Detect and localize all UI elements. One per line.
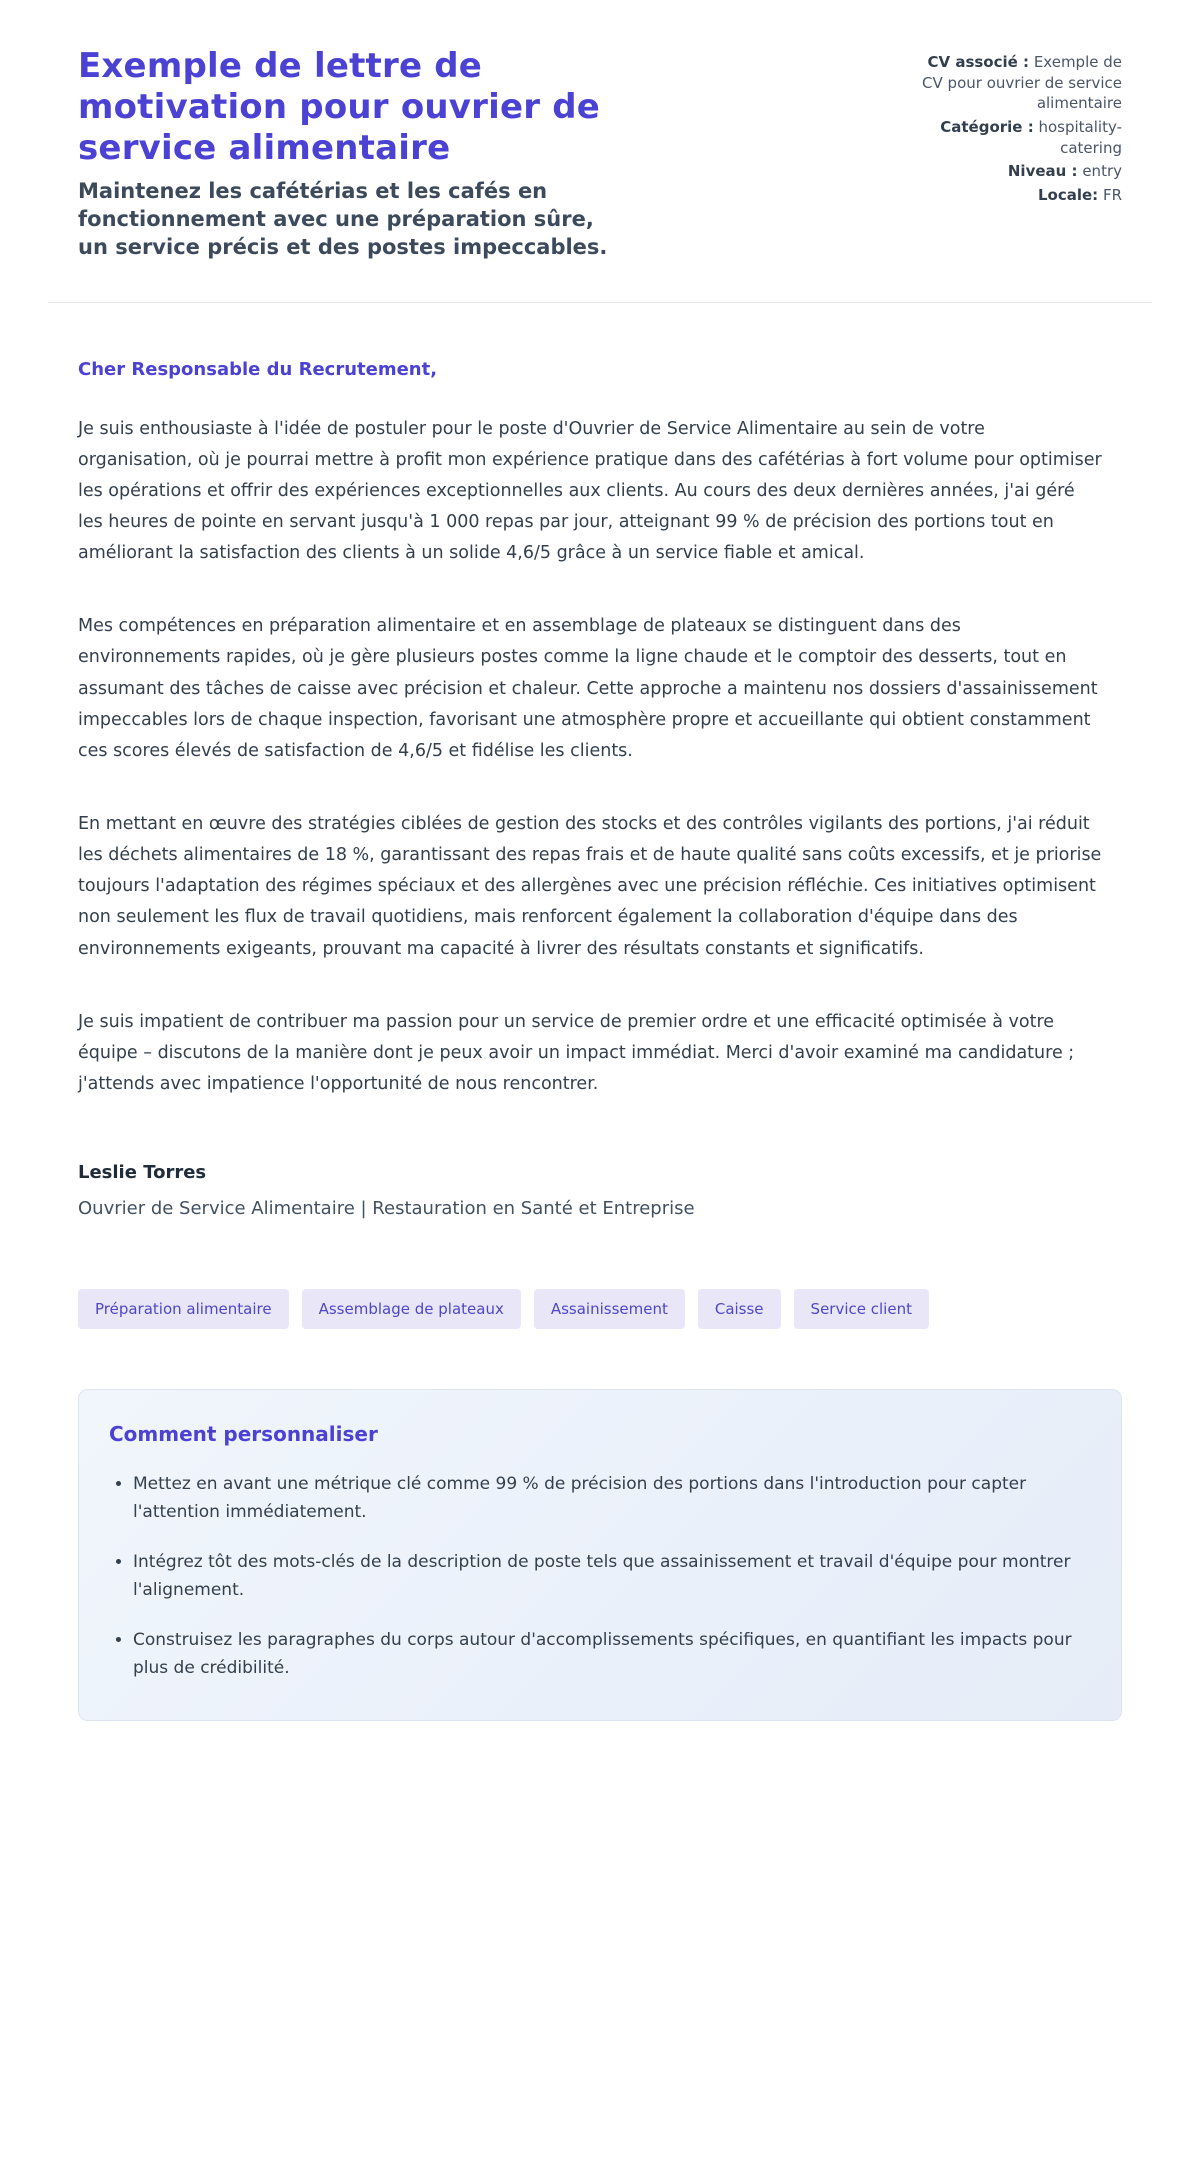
meta-value: hospitality-catering — [1038, 118, 1122, 157]
tip-item: • Intégrez tôt des mots-clés de la description de poste tels que assainissement et travail d'équipe pour montrer l'alignement. — [133, 1548, 1073, 1604]
page-header — [78, 46, 1122, 262]
skill-tag: Assemblage de plateaux — [302, 1289, 521, 1329]
letter-body — [78, 359, 1122, 1220]
letter-greeting: Cher Responsable du Recrutement, — [78, 358, 438, 380]
meta-panel — [907, 46, 1122, 209]
tip-item: • Construisez les paragraphes du corps autour d'accomplissements spécifiques, en quantifiant les impacts pour plus de crédibilité. — [133, 1626, 1073, 1682]
page-title: Exemple de lettre de motivation pour ouvrier de service alimentaire — [78, 46, 601, 168]
meta-related-cv — [907, 52, 1122, 114]
page-subtitle: Maintenez les cafétérias et les cafés en fonctionnement avec une préparation sûre, un service précis et des postes impeccables. — [78, 179, 608, 259]
meta-label: Niveau : — [1007, 162, 1078, 181]
letter-paragraph: Je suis impatient de contribuer ma passion pour un service de premier ordre et une efficacité optimisée à votre équipe – discutons de la manière dont je peux avoir un impact immédiat. Merci d'avoir examiné ma candidature ; j'attends avec impatience l'opportunité de nous rencontrer. — [78, 1011, 1075, 1094]
skill-tag: Caisse — [698, 1289, 781, 1329]
skill-tag: Service client — [794, 1289, 929, 1329]
customization-tips-box — [78, 1389, 1122, 1721]
signature-role: Ouvrier de Service Alimentaire | Restauration en Santé et Entreprise — [78, 1198, 695, 1220]
header-title-block — [78, 46, 643, 262]
header-divider — [48, 302, 1152, 303]
skill-tags — [78, 1289, 1122, 1329]
meta-label: Locale: — [1037, 186, 1099, 205]
meta-label: Catégorie : — [940, 118, 1034, 137]
tips-list — [109, 1470, 1091, 1682]
tips-heading: Comment personnaliser — [109, 1422, 378, 1447]
meta-value: Exemple de CV pour ouvrier de service alimentaire — [922, 53, 1122, 113]
meta-locale — [907, 185, 1122, 206]
meta-value: FR — [1102, 186, 1122, 205]
tip-item: • Mettez en avant une métrique clé comme 99 % de précision des portions dans l'introduction pour capter l'attention immédiatement. — [133, 1470, 1073, 1526]
meta-level — [907, 161, 1122, 182]
meta-label: CV associé : — [927, 53, 1030, 71]
skill-tag: Préparation alimentaire — [78, 1289, 289, 1329]
meta-category — [907, 117, 1122, 158]
signature-block — [78, 1162, 1122, 1219]
meta-value: entry — [1082, 162, 1122, 181]
letter-paragraph: Je suis enthousiaste à l'idée de postuler pour le poste d'Ouvrier de Service Alimentaire au sein de votre organisation, où je pourrai mettre à profit mon expérience pratique dans des cafétérias à fort volume pour optimiser les opérations et offrir des expériences exceptionnelles aux clients. Au cours des deux dernières années, j'ai géré les heures de pointe en servant jusqu'à 1 000 repas par jour, atteignant 99 % de précision des portions tout en améliorant la satisfaction des clients à un solide 4,6/5 grâce à un service fiable et amical. — [78, 418, 1102, 564]
letter-paragraph: Mes compétences en préparation alimentaire et en assemblage de plateaux se distinguent dans des environnements rapides, où je gère plusieurs postes comme la ligne chaude et le comptoir des desserts, tout en assumant des tâches de caisse avec précision et chaleur. Cette approche a maintenu nos dossiers d'assainissement impeccables lors de chaque inspection, favorisant une atmosphère propre et accueillante qui obtient constamment ces scores élevés de satisfaction de 4,6/5 et fidélise les clients. — [78, 616, 1098, 761]
letter-paragraph: En mettant en œuvre des stratégies ciblées de gestion des stocks et des contrôles vigilants des portions, j'ai réduit les déchets alimentaires de 18 %, garantissant des repas frais et de haute qualité sans coûts excessifs, et je priorise toujours l'adaptation des régimes spéciaux et des allergènes avec une précision réfléchie. Ces initiatives optimisent non seulement les flux de travail quotidiens, mais renforcent également la collaboration d'équipe dans des environnements exigeants, prouvant ma capacité à livrer des résultats constants et significatifs. — [78, 813, 1102, 959]
skill-tag: Assainissement — [534, 1289, 685, 1329]
signature-name: Leslie Torres — [78, 1162, 207, 1184]
